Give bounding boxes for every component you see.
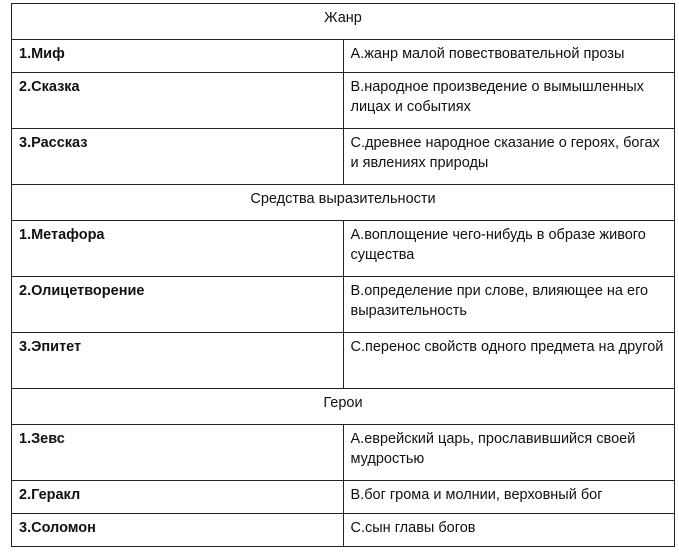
term-cell: 3.Рассказ bbox=[12, 129, 344, 185]
term-cell: 1.Миф bbox=[12, 40, 344, 73]
definition-cell: В.народное произведение о вымышленных лицах и событиях bbox=[343, 73, 675, 129]
term-cell: 2.Геракл bbox=[12, 481, 344, 514]
definition-cell: А.еврейский царь, прославившийся своей мудростью bbox=[343, 425, 675, 481]
term-cell: 2.Сказка bbox=[12, 73, 344, 129]
section-header-row bbox=[12, 389, 675, 425]
section-title-genre: Жанр bbox=[12, 4, 675, 40]
table-row bbox=[12, 425, 675, 481]
term-cell: 1.Зевс bbox=[12, 425, 344, 481]
table-row bbox=[12, 129, 675, 185]
definition-cell: В.бог грома и молнии, верховный бог bbox=[343, 481, 675, 514]
table-row bbox=[12, 514, 675, 547]
matching-table bbox=[11, 3, 675, 547]
definition-cell: А.жанр малой повествовательной прозы bbox=[343, 40, 675, 73]
term-cell: 1.Метафора bbox=[12, 221, 344, 277]
definition-cell: С.сын главы богов bbox=[343, 514, 675, 547]
table-row bbox=[12, 333, 675, 389]
definition-cell: В.определение при слове, влияющее на его выразительность bbox=[343, 277, 675, 333]
definition-cell: С.древнее народное сказание о героях, богах и явлениях природы bbox=[343, 129, 675, 185]
table-row bbox=[12, 481, 675, 514]
section-title-expressive-means: Средства выразительности bbox=[12, 185, 675, 221]
table-row bbox=[12, 221, 675, 277]
table-row bbox=[12, 277, 675, 333]
table-row bbox=[12, 40, 675, 73]
term-cell: 2.Олицетворение bbox=[12, 277, 344, 333]
term-cell: 3.Соломон bbox=[12, 514, 344, 547]
table-row bbox=[12, 73, 675, 129]
definition-cell: А.воплощение чего-нибудь в образе живого существа bbox=[343, 221, 675, 277]
term-cell: 3.Эпитет bbox=[12, 333, 344, 389]
section-header-row bbox=[12, 185, 675, 221]
definition-cell: С.перенос свойств одного предмета на другой bbox=[343, 333, 675, 389]
section-header-row bbox=[12, 4, 675, 40]
section-title-heroes: Герои bbox=[12, 389, 675, 425]
